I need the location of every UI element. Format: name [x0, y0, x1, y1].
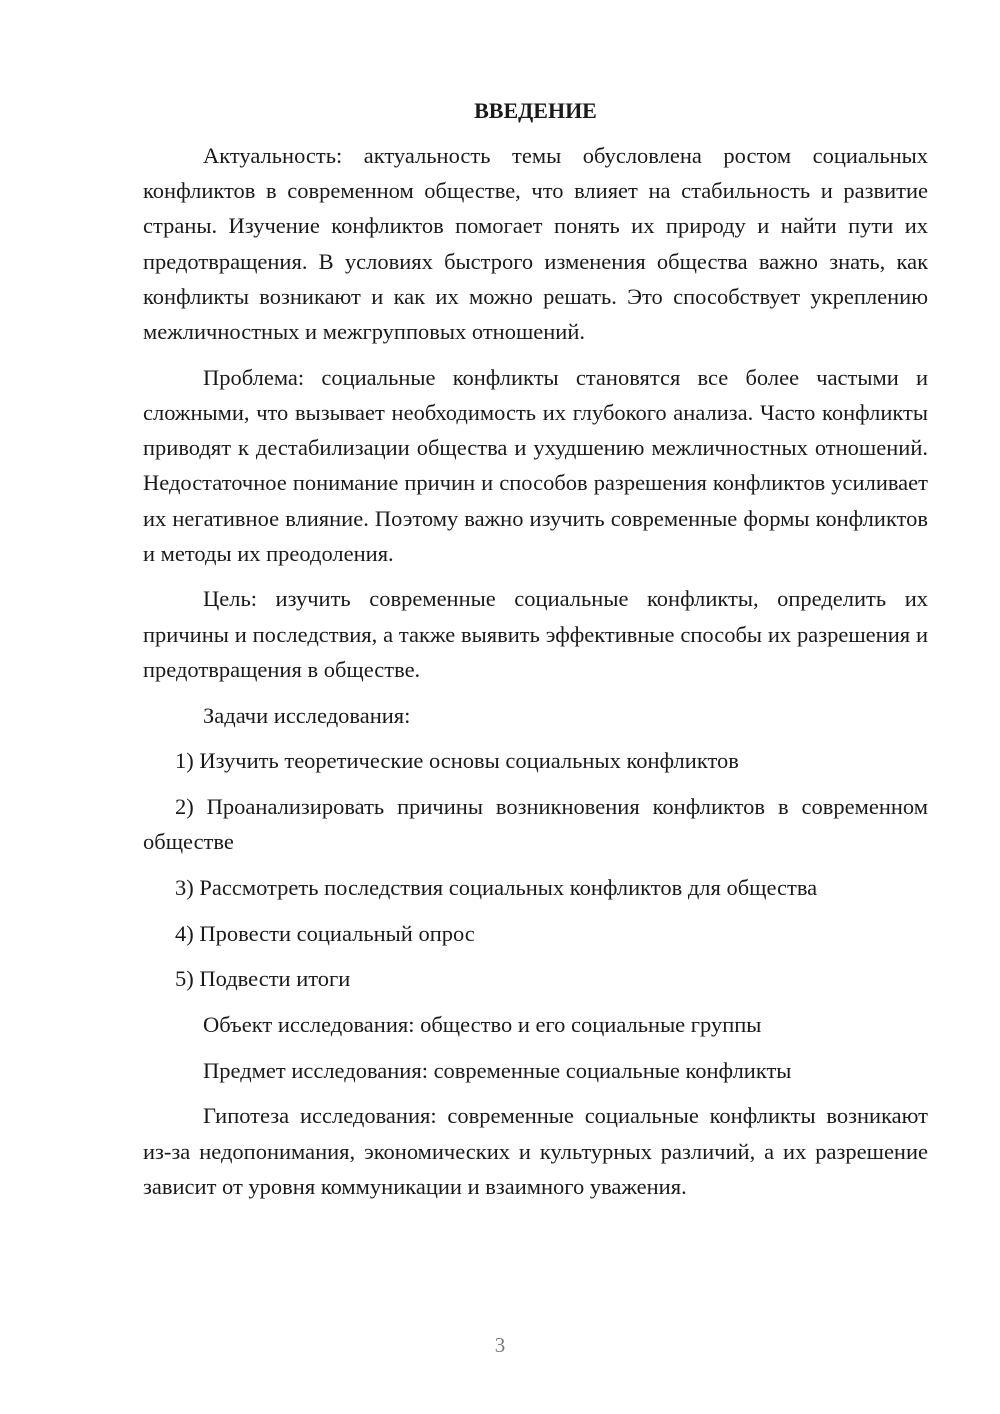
hypothesis-paragraph: Гипотеза исследования: современные социальные конфликты возникают из-за недопонимания, экономических и культурных различий, а их разрешение зависит от уровня коммуникации и взаимного уважения. [143, 1103, 928, 1199]
task-item: 3) Рассмотреть последствия социальных конфликтов для общества [175, 874, 818, 900]
object-paragraph: Объект исследования: общество и его социальные группы [203, 1011, 762, 1037]
goal-paragraph: Цель: изучить современные социальные конфликты, определить их причины и последствия, а также выявить эффективные способы их разрешения и предотвращения в обществе. [143, 586, 928, 682]
page-title: ВВЕДЕНИЕ [474, 98, 597, 123]
task-item: 5) Подвести итоги [175, 966, 351, 992]
problem-paragraph: Проблема: социальные конфликты становятся все более частыми и сложными, что вызывает необходимость их глубокого анализа. Часто конфликты приводят к дестабилизации общества и ухудшению межличностных отношений. Недостаточное понимание причин и способов разрешения конфликтов усиливает их негативное влияние. Поэтому важно изучить современные формы конфликтов и методы их преодоления. [143, 364, 928, 566]
task-item: 4) Провести социальный опрос [175, 920, 475, 946]
task-item: 1) Изучить теоретические основы социальных конфликтов [175, 748, 739, 774]
subject-paragraph: Предмет исследования: современные социальные конфликты [203, 1057, 792, 1083]
relevance-paragraph: Актуальность: актуальность темы обусловлена ростом социальных конфликтов в современном обществе, что влияет на стабильность и развитие страны. Изучение конфликтов помогает понять их природу и найти пути их предотвращения. В условиях быстрого изменения общества важно знать, как конфликты возникают и как их можно решать. Это способствует укреплению межличностных и межгрупповых отношений. [143, 143, 928, 345]
task-item: 2) Проанализировать причины возникновения конфликтов в современном обществе [143, 793, 928, 855]
tasks-heading: Задачи исследования: [203, 702, 411, 728]
page-number: 3 [494, 1333, 506, 1357]
page-content [143, 94, 928, 1214]
